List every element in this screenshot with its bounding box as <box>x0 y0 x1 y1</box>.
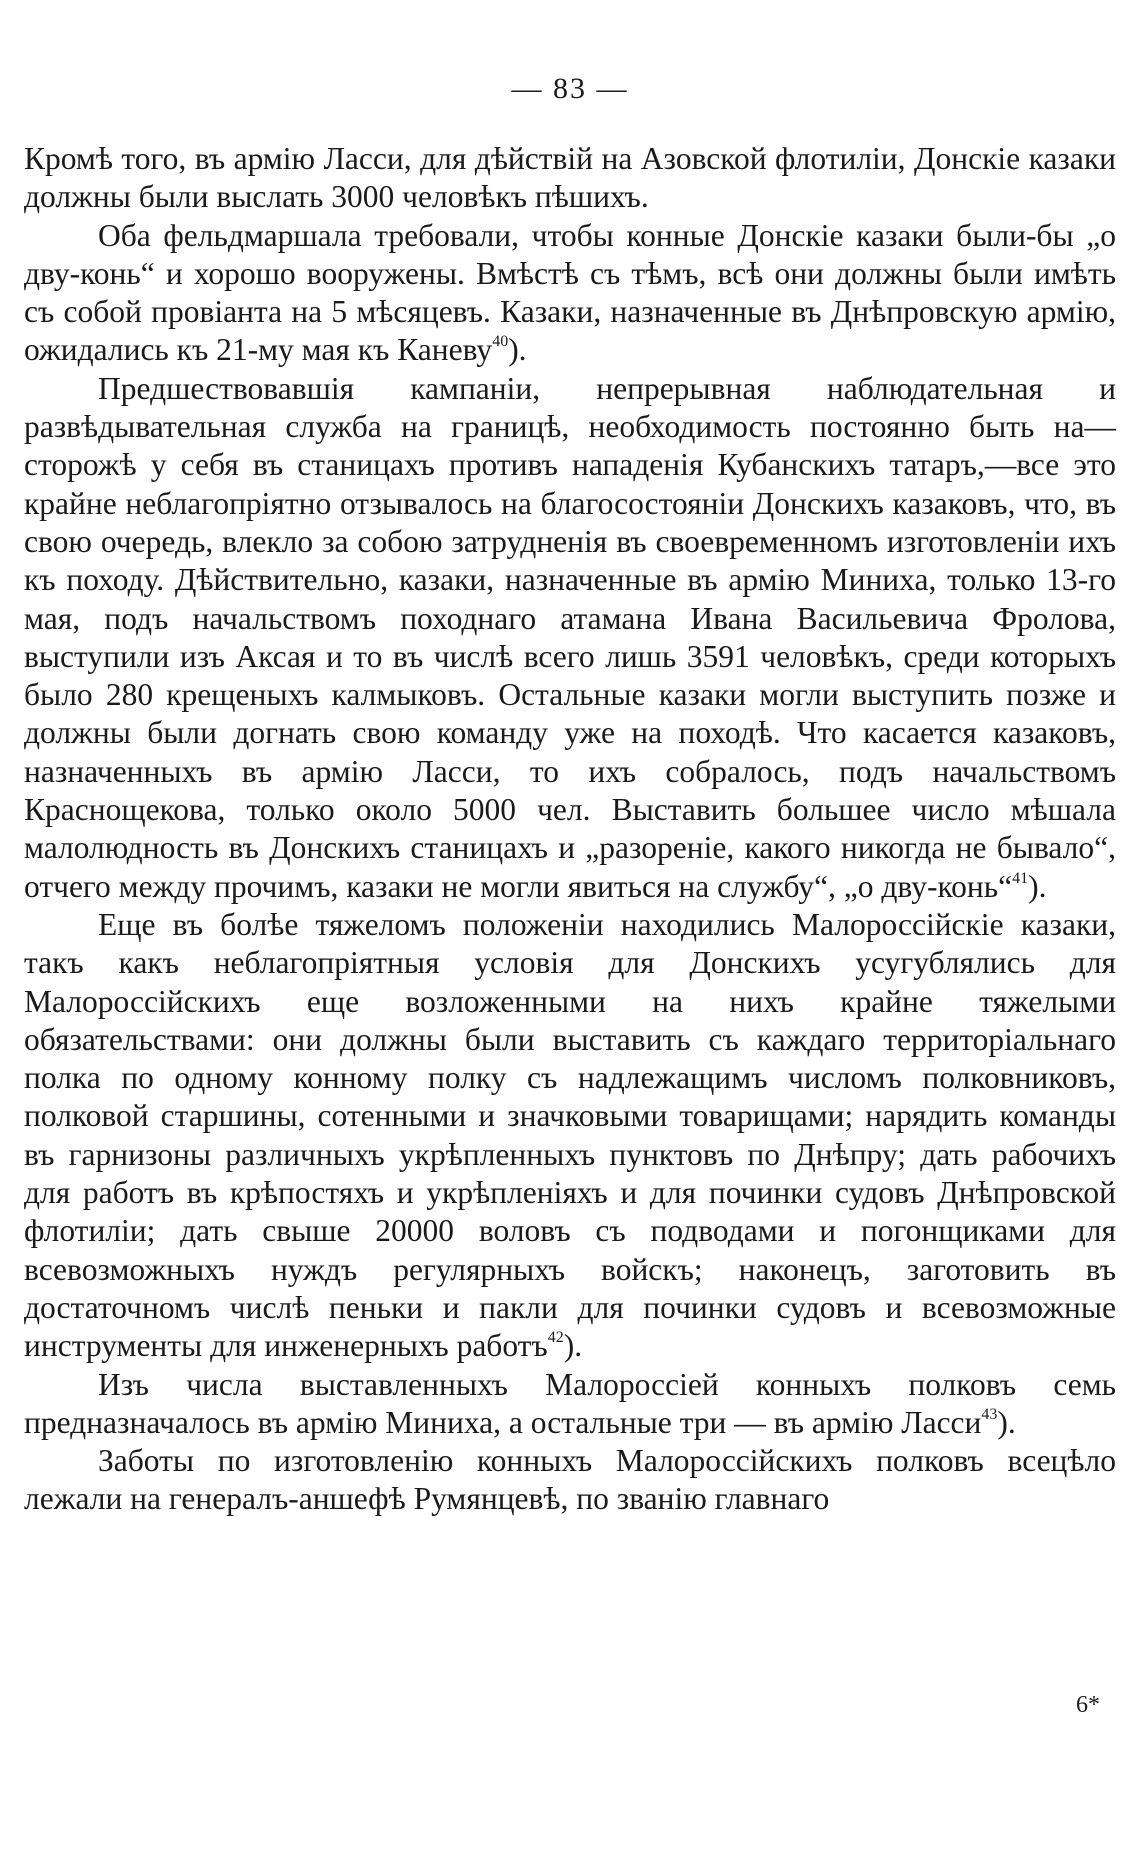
footnote-ref-41: 41 <box>1012 869 1029 887</box>
paragraph-1-text: Кромѣ того, въ армію Ласси, для дѣйствій на Азовской флотиліи, Донскіе казаки должны были выслать 3000 человѣкъ пѣшихъ. <box>24 141 1116 215</box>
paragraph-3 <box>24 370 1116 906</box>
paragraph-4-tail: ). <box>563 1328 583 1364</box>
paragraph-4-text: Еще въ болѣе тяжеломъ положеніи находились Малороссійскіе казаки, такъ какъ неблагопріятныя условія для Донскихъ усугублялись для Малороссійскихъ еще возложенными на нихъ крайне тяжелыми обязательствами: они должны были выставить съ каждаго территоріальнаго полка по одному конному полку съ надлежащимъ числомъ полковниковъ, полковой старшины, сотенными и значковыми товарищами; нарядить команды въ гарнизоны различныхъ укрѣпленныхъ пунктовъ по Днѣпру; дать рабочихъ для работъ въ крѣпостяхъ и укрѣпленіяхъ и для починки судовъ Днѣпровской флотиліи; дать свыше 20000 воловъ съ подводами и погонщиками для всевозможныхъ нуждъ регулярныхъ войскъ; наконецъ, заготовить въ достаточномъ числѣ пеньки и пакли для починки судовъ и всевозможные инструменты для инженерныхъ работъ <box>24 906 1116 1364</box>
paragraph-5 <box>24 1366 1116 1443</box>
paragraph-2 <box>24 217 1116 370</box>
printer-signature-mark: 6* <box>1076 1692 1100 1718</box>
paragraph-3-text: Предшествовавшія кампаніи, непрерывная наблюдательная и развѣдывательная служба на границѣ, необходимость постоянно быть на—сторожѣ у себя въ станицахъ противъ нападенія Кубанскихъ татаръ,—все это крайне неблагопріятно отзывалось на благосостояніи Донскихъ казаковъ, что, въ свою очередь, влекло за собою затрудненія въ своевременномъ изготовленіи ихъ къ походу. Дѣйствительно, казаки, назначенные въ армію Миниха, только 13-го мая, подъ начальствомъ походнаго атамана Ивана Васильевича Фролова, выступили изъ Аксая и то въ числѣ всего лишь 3591 человѣкъ, среди которыхъ было 280 крещеныхъ калмыковъ. Остальные казаки могли выступить позже и должны были догнать свою команду уже на походѣ. Что касается казаковъ, назначенныхъ въ армію Ласси, то ихъ собралось, подъ начальствомъ Краснощекова, только около 5000 чел. Выставить большее число мѣшала малолюдность въ Донскихъ станицахъ и „разореніе, какого никогда не бывало“, отчего между прочимъ, казаки не могли явиться на службу“, „о дву-конь“ <box>24 370 1116 904</box>
document-page <box>24 0 1116 1858</box>
page-number: — 83 — <box>511 72 629 105</box>
paragraph-6 <box>24 1442 1116 1519</box>
paragraph-5-tail: ). <box>997 1404 1016 1440</box>
paragraph-6-text: Заботы по изготовленію конныхъ Малороссійскихъ полковъ всецѣло лежали на генералъ-аншефѣ Румянцевѣ, по званію главнаго <box>24 1443 1116 1517</box>
paragraph-1 <box>24 140 1116 217</box>
footnote-ref-43: 43 <box>981 1405 998 1423</box>
paragraph-2-text: Оба фельдмаршала требовали, чтобы конные Донскіе казаки были-бы „о дву-конь“ и хорошо вооружены. Вмѣстѣ съ тѣмъ, всѣ они должны были имѣть съ собой провіанта на 5 мѣсяцевъ. Казаки, назначенные въ Днѣпровскую армію, ожидались къ 21-му мая къ Каневу <box>24 217 1116 368</box>
footnote-ref-42: 42 <box>547 1329 564 1347</box>
footnote-ref-40: 40 <box>492 333 509 351</box>
body-text <box>24 140 1116 1519</box>
paragraph-2-tail: ). <box>508 332 527 368</box>
paragraph-5-text: Изъ числа выставленныхъ Малороссіей конныхъ полковъ семь предназначалось въ армію Миниха, а остальные три — въ армію Ласси <box>24 1366 1116 1440</box>
paragraph-4 <box>24 906 1116 1366</box>
paragraph-3-tail: ). <box>1028 868 1047 904</box>
